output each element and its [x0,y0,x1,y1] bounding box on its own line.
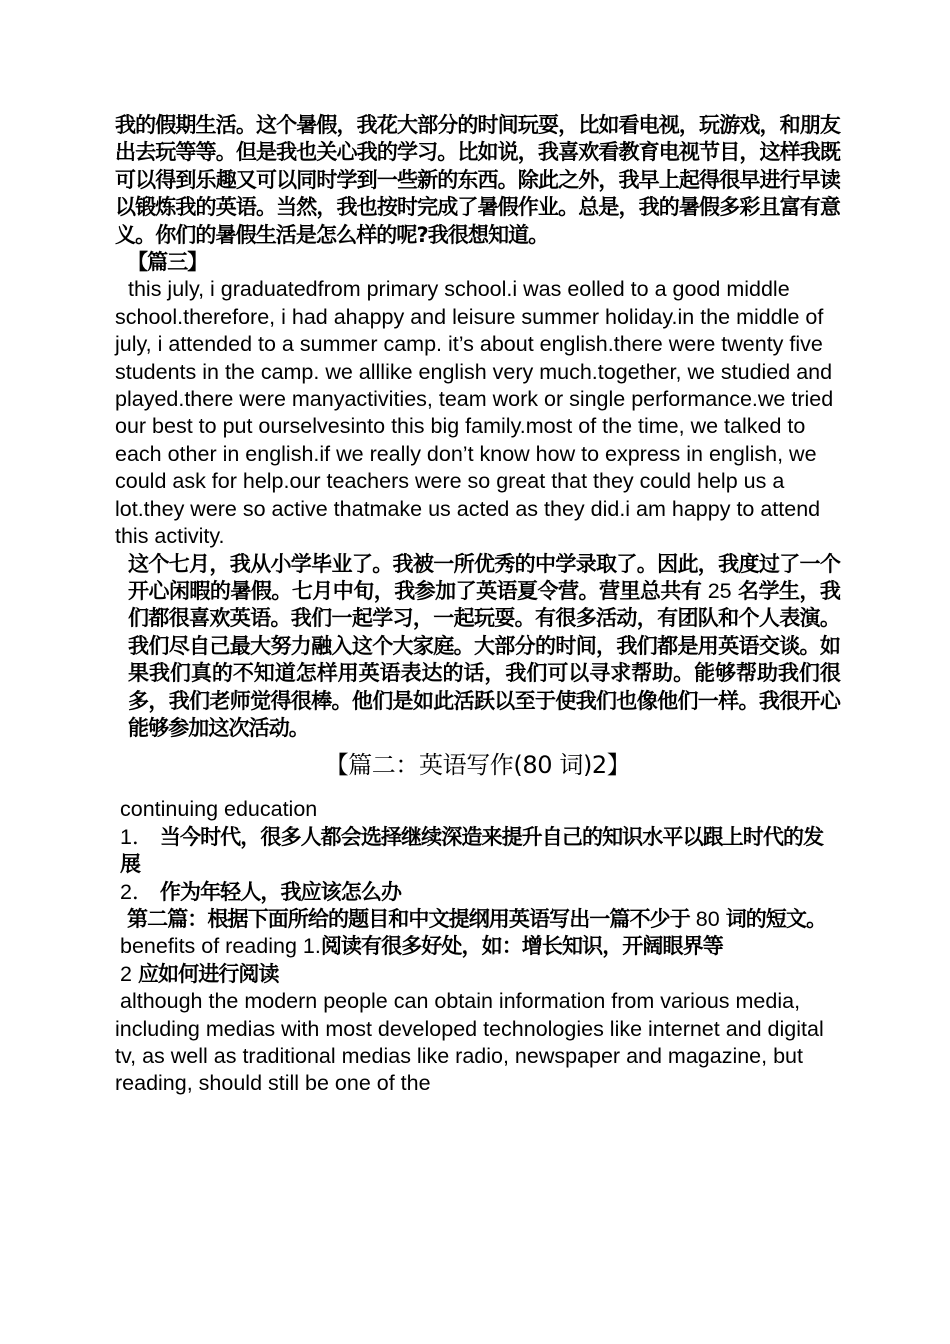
outline-point-2-number: 2． [120,879,154,904]
writing-task-part-a: 第二篇：根据下面所给的题目和中文提纲用英语写出一篇不少于 [127,906,690,931]
reading-point-2: 应如何进行阅读 [137,961,279,986]
writing-task [115,906,840,933]
chinese-translation [115,551,840,743]
document-page [115,112,840,1098]
reading-title: benefits of reading 1. [120,934,321,959]
outline-point-1-text: 当今时代，很多人都会选择继续深造来提升自己的知识水平以跟上时代的发展 [120,824,824,877]
chinese-translation-part-a: 这个七月，我从小学毕业了。我被一所优秀的中学录取了。因此，我度过了一个开心闲暇的暑假。七月中旬，我参加了英语夏令营。营里总共有 [128,551,840,603]
reading-essay-text: although the modern people can obtain information from various media, including medias with most developed technologies like internet and digital tv, as well as traditional medias like radio, newspaper and magazine, but reading, should still be one of the [115,989,824,1096]
section-heading: 【篇二：英语写作(80 词)2】 [324,751,631,780]
reading-outline [115,933,840,988]
reading-point-2-number: 2 [120,961,138,986]
essay-topic: continuing education [120,797,318,822]
outline-point-2 [115,879,840,906]
chinese-translation-part-b: 名学生，我们都很喜欢英语。我们一起学习，一起玩耍。有很多活动，有团队和个人表演。我们尽自己最大努力融入这个大家庭。大部分的时间，我们都是用英语交谈。如果我们真的不知道怎样用英语表达的话，我们可以寻求帮助。能够帮助我们很多，我们老师觉得很棒。他们是如此活跃以至于使我们也像他们一样。我很开心能够参加这次活动。 [128,578,840,740]
outline-point-2-text: 作为年轻人，我应该怎么办 [153,879,402,904]
intro-paragraph-cn: 我的假期生活。这个暑假，我花大部分的时间玩耍，比如看电视，玩游戏，和朋友出去玩等等。但是我也关心我的学习。比如说，我喜欢看教育电视节目，这样我既可以得到乐趣又可以同时学到一些新的东西。除此之外，我早上起得很早进行早读以锻炼我的英语。当然，我也按时完成了暑假作业。总是，我的暑假多彩且富有意义。你们的暑假生活是怎么样的呢?我很想知道。 [115,113,840,247]
writing-task-number: 80 [689,906,726,931]
outline-point-1 [115,824,840,879]
reading-essay [115,988,840,1098]
chinese-translation-number: 25 [701,578,738,603]
english-essay [115,276,840,550]
outline-point-1-number: 1． [120,824,154,849]
writing-task-part-b: 词的短文。 [725,906,827,931]
english-essay-text: this july, i graduatedfrom primary school.i was eolled to a good middle school.therefore, i had ahappy and leisure summer holiday.in the middle of july, i attended to a summer camp. it’s about english.there were twenty five students in the camp. we alllike english very much.together, we studied and played.there were manyactivities, team work or single performance.we tried our best to put ourselvesinto this big family.most of the time, we talked to each other in english.if we really don’t know how to express in english, we could ask for help.our teachers were so great that they could help us a lot.they were so active thatmake us acted as they did.i am happy to attend this activity. [115,277,834,549]
reading-point-1: 阅读有很多好处，如：增长知识，开阔眼界等 [320,934,723,959]
section-label: 【篇三】 [127,250,208,275]
